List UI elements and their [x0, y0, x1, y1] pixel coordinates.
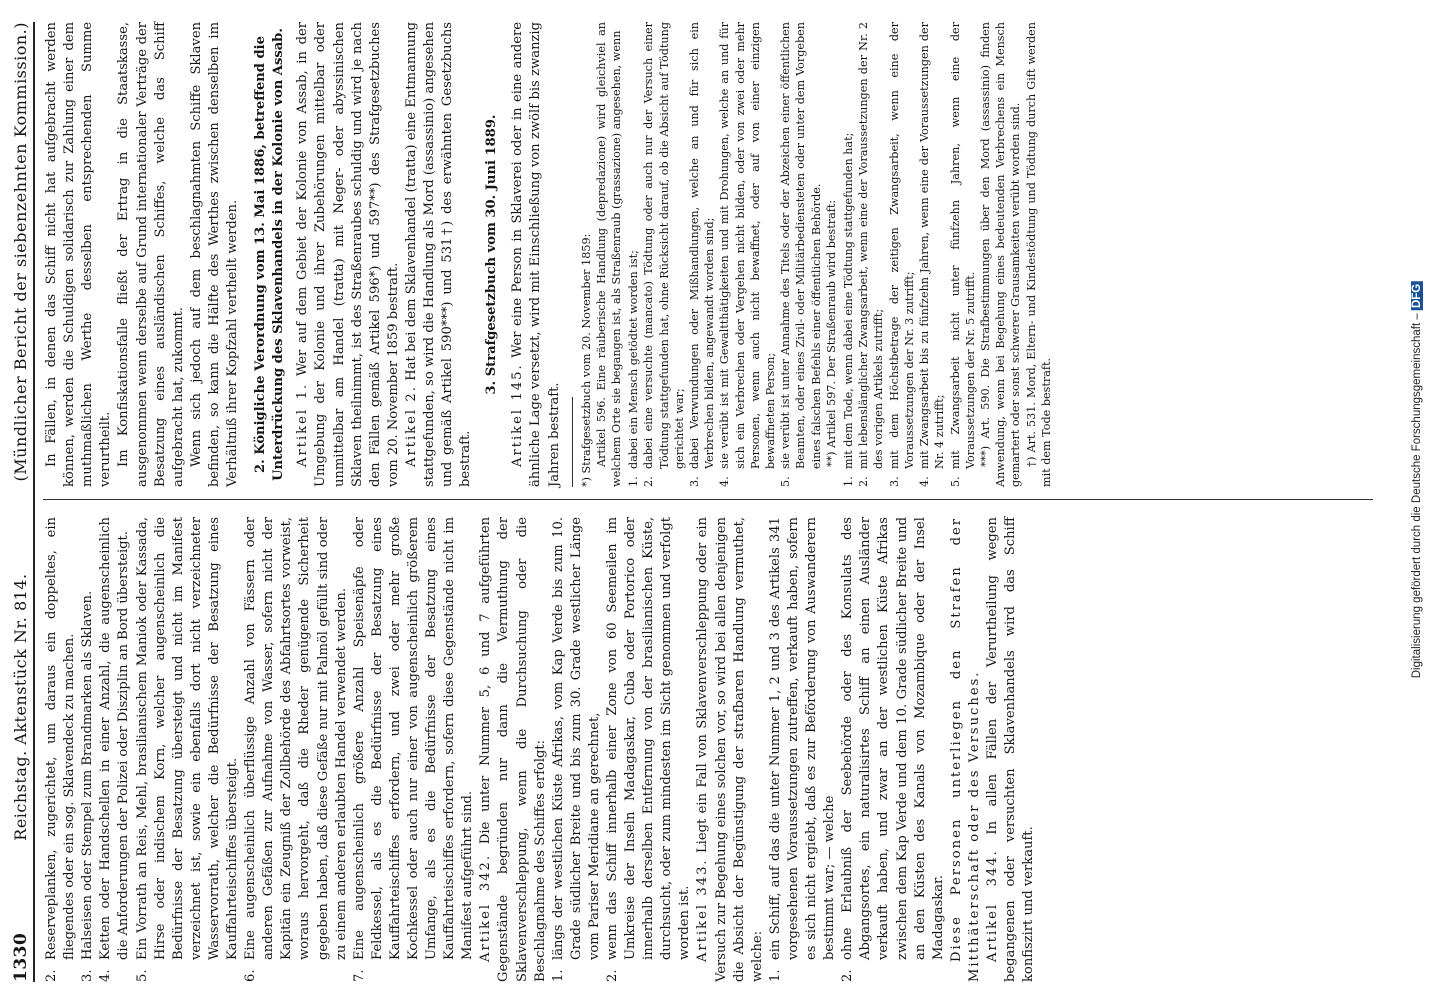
- list-item-text: mit lebenslänglicher Zwangsarbeit, wenn eine der Voraussetzungen der Nr. 2 des vorigen Artikels zutrifft;: [857, 22, 886, 469]
- list-item-number: 3.: [80, 969, 96, 982]
- list-item-text: mit Zwangsarbeit bis zu fünfzehn Jahren, wenn eine der Voraussetzungen der Nr. 4 zutrifft;: [918, 22, 947, 469]
- list-item: [97, 517, 133, 982]
- list-item-number: 7.: [351, 969, 367, 982]
- article-344-label: Artikel 344.: [984, 849, 1000, 962]
- list-item-number: 5.: [779, 476, 793, 487]
- list-item: [917, 22, 947, 487]
- list-item: [887, 22, 917, 487]
- list-item: [839, 517, 948, 982]
- section-3-heading: 3. Strafgesetzbuch vom 30. Juni 1889.: [484, 114, 500, 395]
- left-column: [43, 517, 1054, 982]
- list-items-b: [550, 517, 695, 982]
- list-item: [626, 22, 641, 487]
- article-145-text: Wer eine Person in Sklaverei oder in eine andere ähnliche Lage versetzt, wird mit Einschließung von zwölf bis zwanzig Jahren bestraft.: [510, 22, 562, 487]
- list-item-number: 2.: [44, 969, 60, 982]
- paragraph-3: Wenn sich jedoch auf dem beschlagnahmten Schiffe Sklaven befinden, so kann die Hälfte des Werthes zwischen denselben im Verhältniß ihrer Kopfzahl vertheilt werden.: [188, 22, 241, 487]
- list-item-text: längs der westlichen Küste Afrikas, vom Kap Verde bis zum 10. Grade südlicher Breite und bis zum 30. Grade westlicher Länge vom Pariser Meridiane an gerechnet,: [550, 517, 602, 960]
- list-item-number: 1.: [842, 476, 856, 487]
- paragraph-1: In Fällen, in denen das Schiff nicht hat aufgebracht werden können, werden die Schuldigen solidarisch zur Zahlung einer dem muthmaßlichen Werthe desselben entsprechenden Summe verurtheilt.: [44, 22, 114, 487]
- list-items-c: [767, 517, 948, 982]
- list-item: [767, 517, 839, 982]
- list-item-number: 3.: [688, 476, 702, 487]
- list-item-number: 2.: [642, 476, 656, 487]
- closing-paragraph: Diese Personen unterliegen den Strafen der Mitthäterschaft oder des Versuches.: [948, 517, 982, 982]
- footnote-1-list: [626, 22, 824, 487]
- list-item: [717, 22, 778, 487]
- footnote-1-intro: *) Strafgesetzbuch vom 20. November 1859:: [579, 233, 593, 487]
- footnote-4: †) Art. 531. Mord, Eltern- und Kindestödtung und Tödtung durch Gift werden mit dem Tode bestraft.: [1024, 22, 1053, 487]
- list-item-number: 1.: [627, 476, 641, 487]
- page-number: 1330: [11, 932, 31, 982]
- footnote-3: ***) Art. 590. Die Strafbestimmungen über den Mord (assassinio) finden Anwendung, wenn bei Begehung eines bedeutenden Verbrechens ein Mensch gemartert oder sonst schwerer Grausamkeiten verübt worden sind.: [978, 22, 1023, 487]
- list-item: [351, 517, 478, 982]
- paragraph-2: Im Konfiskationsfalle fließt der Ertrag in die Staatskasse, ausgenommen wenn derselbe auf Grund internationaler Verträge der Besatzung eines ausländischen Schiffes, welche das Schiff aufgebracht hat, zukommt.: [116, 22, 186, 487]
- list-item-number: 1.: [550, 969, 566, 982]
- list-item-text: dabei ein Mensch getödtet worden ist;: [627, 250, 641, 469]
- list-item: [134, 517, 243, 982]
- article-343: [694, 517, 766, 982]
- list-item-number: 6.: [243, 969, 259, 982]
- footnote-2-list: [841, 22, 978, 487]
- article-342-label: Artikel 342.: [478, 853, 494, 962]
- list-item: [79, 517, 97, 982]
- right-column: [43, 22, 1054, 487]
- list-item-number: 4.: [718, 476, 732, 487]
- list-item-text: mit Zwangsarbeit nicht unter fünfzehn Jahren, wenn eine der Voraussetzungen der Nr. 5 zutrifft.: [948, 22, 977, 469]
- list-item: [687, 22, 717, 487]
- list-item: [604, 517, 694, 982]
- list-item-text: mit dem Höchstbetrage der zeitigen Zwangsarbeit, wenn eine der Voraussetzungen der Nr. 3 zutrifft;: [887, 22, 916, 469]
- list-item-number: 5.: [948, 476, 962, 487]
- list-item-text: Reserveplanken, zugerichtet, um daraus ein doppeltes, ein fliegendes oder ein sog. Sklavendeck zu machen.: [44, 517, 78, 960]
- article-2: [403, 22, 475, 487]
- article-1-text: Wer auf dem Gebiet der Kolonie von Assab, in der Umgebung der Kolonie und ihrer Zubehörungen mittelbar oder unmittelbar am Handel (tratta) mit Neger- oder abyssinischen Sklaven theilnimmt, ist des Straßenraubes schuldig und wird je nach den Fällen gemäß Artikel 596*) und 597**) des Strafgesetzbuches vom 20. November 1859 bestraft.: [295, 22, 401, 487]
- footnote-1-text: Artikel 596. Eine räuberische Handlung (depredazione) wird gleichviel an welchem Orte sie begangen ist, als Straßenraub (grassazione) angesehen, wenn: [594, 22, 624, 487]
- article-145: [509, 22, 563, 487]
- list-item: [948, 22, 978, 487]
- list-item-text: Eine augenscheinlich größere Anzahl Speisenäpfe oder Feldkessel, als es die Bedürfnisse der Besatzung eines Kauffahrteischiffes erfordern, und zwei oder mehr große Kochkessel oder auch nur einer von augenscheinlich größerem Umfange, als es die Bedürfnisse der Besatzung eines Kauffahrteischiffes erfordern, sofern diese Gegenstände nicht im Manifest aufgeführt sind.: [351, 517, 476, 960]
- article-342: [477, 517, 549, 982]
- page-title: Reichstag. Aktenstück Nr. 814.: [11, 573, 30, 841]
- column-divider: [43, 499, 1373, 500]
- article-145-label: Artikel 145.: [510, 363, 526, 467]
- list-item-number: 4.: [918, 476, 932, 487]
- page-subtitle: (Mündlicher Bericht der siebenzehnten Kommission.): [11, 22, 30, 482]
- list-item-number: 5.: [134, 969, 150, 982]
- article-1-label: Artikel 1.: [295, 382, 311, 467]
- list-item-text: dabei Verwundungen oder Mißhandlungen, welche an und für sich ein Verbrechen bilden, angewandt worden sind;: [688, 22, 717, 469]
- list-item: [778, 22, 824, 487]
- list-item-number: 4.: [98, 969, 114, 982]
- list-item-number: 2.: [840, 969, 856, 982]
- list-item: [43, 517, 79, 982]
- list-item-number: 3.: [887, 476, 901, 487]
- list-item-text: Eine augenscheinlich überflüssige Anzahl von Fässern oder anderen Gefäßen zur Aufnahme von Wasser, sofern nicht der Kapitän ein Zeugniß der Zollbehörde des Abfahrtsortes vorweist, woraus hervorgeht, daß die Rheder genügende Sicherheit gegeben haben, daß diese Gefäße nur mit Palmöl gefüllt sind oder zu einem anderen erlaubten Handel verwendet werden.: [243, 517, 349, 960]
- article-344-text: In allen Fällen der Verurtheilung wegen begangenen oder versuchten Sklavenhandels wird das Schiff konfiszirt und verkauft.: [984, 517, 1037, 982]
- article-344: [984, 517, 1038, 982]
- list-item-text: mit dem Tode, wenn dabei eine Tödtung stattgefunden hat;: [842, 132, 856, 469]
- list-item-text: dabei eine versuchte (mancato) Tödtung oder auch nur der Versuch einer Tödtung stattgefunden hat, ohne Rücksicht darauf, ob die Absicht auf Tödtung gerichtet war;: [642, 22, 686, 469]
- footnotes: [579, 22, 1054, 487]
- list-item-text: Halseisen oder Stempel zum Brandmarken als Sklaven.: [80, 590, 96, 960]
- article-2-text: Hat bei dem Sklavenhandel (tratta) eine Entmannung stattgefunden, so wird die Handlung als Mord (assassinio) angesehen und gemäß Artikel 590***) und 531†) des erwähnten Gesetzbuchs bestraft.: [403, 22, 474, 487]
- stamp-text: Digitalisierung gefördert durch die Deutsche Forschungsgemeinschaft –: [1411, 313, 1423, 679]
- list-item-text: Ein Vorrath an Reis, Mehl, brasilianischem Maniok oder Kassada, Hirse oder indischem Korn, welcher augenscheinlich die Bedürfnisse der Besatzung übersteigt und nicht im Manifest verzeichnet ist, sowie ein ebenfalls dort nicht verzeichneter Wasservorrath, welcher die Bedürfnisse der Besatzung eines Kauffahrteischiffes übersteigt.: [134, 517, 241, 960]
- list-item: [641, 22, 687, 487]
- footnote-2-intro: **) Artikel 597. Der Straßenraub wird bestraft:: [824, 199, 838, 467]
- list-item-text: Ketten oder Handschellen in einer Anzahl, die augenscheinlich die Anforderungen der Polizei oder Disziplin an Bord übersteigt.: [98, 517, 132, 960]
- dfg-logo: DFG: [1411, 283, 1423, 309]
- list-item: [856, 22, 886, 487]
- list-item-number: 2.: [605, 969, 620, 982]
- footnote-rule: [572, 397, 573, 487]
- list-item-text: sie verübt ist unter Annahme des Titels oder der Abzeichen einer öffentlichen Beamten, oder eines Zivil- oder Militärbediensteten oder unter dem Vorgeben eines falschen Befehls einer öffentlichen Behörde.: [779, 22, 823, 469]
- digitization-stamp: [1406, 40, 1428, 920]
- article-343-label: Artikel 343.: [695, 858, 711, 962]
- list-item-text: ein Schiff, auf das die unter Nummer 1, 2 und 3 des Artikels 341 vorgesehenen Voraussetzungen zutreffen, verkauft haben, sofern es sich nicht ergiebt, daß es zur Beförderung von Auswanderern bestimmt war; — welche: [767, 517, 838, 960]
- article-342-text: Die unter Nummer 5, 6 und 7 aufgeführten Gegenstände begründen nur dann die Vermuthung der Sklavenverschleppung, wenn die Durchsuchung oder die Beschlagnahme des Schiffes erfolgt:: [478, 516, 548, 982]
- list-item: [550, 517, 604, 982]
- page-header: [12, 22, 35, 982]
- section-2-heading: 2. Königliche Verordnung vom 13. Mai 1886, betreffend die Unterdrückung des Sklavenhandels in der Kolonie von Assab.: [253, 28, 287, 481]
- list-items-a: [43, 517, 477, 982]
- list-item-text: ohne Erlaubniß der Seebehörde oder des Konsulats des Abgangsortes, ein naturalisirtes Schiff an einen Ausländer verkauft haben, und zwar an der westlichen Küste Afrikas zwischen dem Kap Verde und dem 10. Grade südlicher Breite und an den Küsten des Kanals von Mozambique oder der Insel Madagaskar.: [840, 517, 946, 960]
- list-item-text: wenn das Schiff innerhalb einer Zone von 60 Seemeilen im Umkreise der Inseln Madagaskar, Cuba oder Portorico oder innerhalb derselben Entfernung von der brasilianischen Küste, durchsucht, oder zum mindesten im Sicht genommen und verfolgt worden ist.: [605, 517, 693, 960]
- list-item-number: 1.: [767, 969, 783, 982]
- list-item-number: 2.: [857, 476, 871, 487]
- article-1: [294, 22, 403, 487]
- list-item: [242, 517, 351, 982]
- list-item: [841, 22, 856, 487]
- article-2-label: Artikel 2.: [403, 385, 419, 467]
- article-343-text: Liegt ein Fall von Sklavenverschleppung oder ein Versuch zur Begehung eines solchen vor, so wird bei allen denjenigen die Absicht der Begünstigung der strafbaren Handlung vermuthet, welche:: [695, 517, 765, 982]
- columns: [43, 22, 1054, 982]
- list-item-text: sie verübt ist mit Gewaltthätigkeiten und mit Drohungen, welche an und für sich ein Verbrechen oder Vergehen nicht bilden, oder von zwei oder mehr Personen, wenn auch nicht bewaffnet, oder auf von einer einzigen bewaffneten Person;: [718, 22, 778, 469]
